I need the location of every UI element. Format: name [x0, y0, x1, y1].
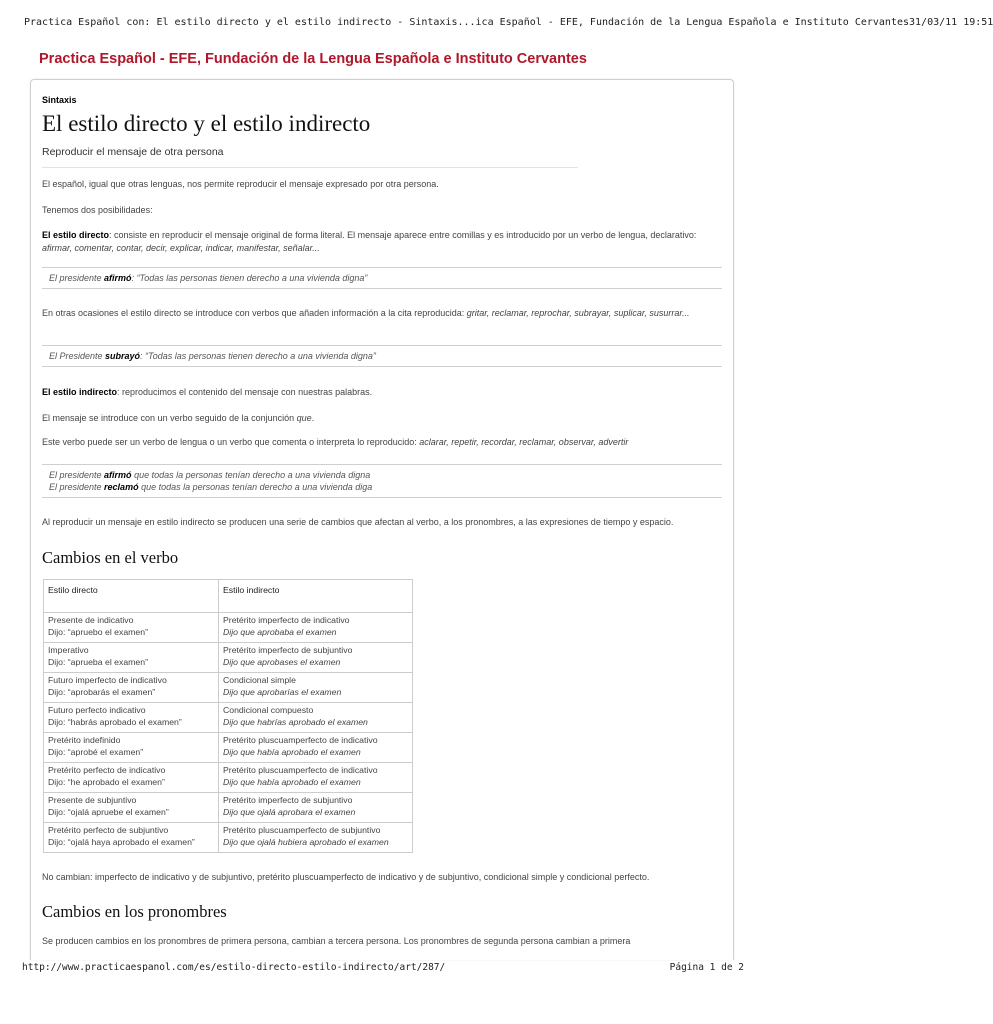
table-cell-directo: Futuro imperfecto de indicativo Dijo: “aprobarás el examen”: [44, 673, 219, 703]
table-header-indirecto: Estilo indirecto: [219, 580, 413, 613]
table-cell-indirecto: Condicional compuesto Dijo que habrías aprobado el examen: [219, 703, 413, 733]
table-cell-indirecto: Pretérito pluscuamperfecto de indicativo Dijo que había aprobado el examen: [219, 733, 413, 763]
estilo-directo-term: El estilo directo: [42, 230, 110, 240]
table-row: [44, 823, 413, 853]
table-cell-indirecto: Pretérito imperfecto de subjuntivo Dijo que aprobases el examen: [219, 643, 413, 673]
quote-indirect-examples: [42, 464, 722, 498]
subtitle-divider: [42, 167, 578, 168]
article-subtitle: Reproducir el mensaje de otra persona: [42, 146, 224, 158]
print-page-title: Practica Español con: El estilo directo y el estilo indirecto - Sintaxis...ica Español - EFE, Fundación de la Lengua Española e Instituto Cervantes: [24, 17, 910, 28]
declarative-verbs: afirmar, comentar, contar, decir, explicar, indicar, manifestar, señalar...: [42, 242, 320, 253]
table-cell-directo: Futuro perfecto indicativo Dijo: “habrás aprobado el examen”: [44, 703, 219, 733]
table-cell-indirecto: Condicional simple Dijo que aprobarías el examen: [219, 673, 413, 703]
table-cell-directo: Pretérito perfecto de indicativo Dijo: “he aprobado el examen”: [44, 763, 219, 793]
intro-paragraph: El español, igual que otras lenguas, nos permite reproducir el mensaje expresado por otra persona.: [42, 179, 439, 189]
table-cell-indirecto: Pretérito imperfecto de indicativo Dijo que aprobaba el examen: [219, 613, 413, 643]
pronombres-paragraph: Se producen cambios en los pronombres de primera persona, cambian a tercera persona. Los pronombres de segunda persona cambian a primera: [42, 936, 631, 946]
table-row: [44, 703, 413, 733]
print-datetime: 31/03/11 19:51: [909, 17, 993, 28]
verb-changes-table: [43, 579, 413, 853]
table-row: [44, 763, 413, 793]
commentary-verbs: aclarar, repetir, recordar, reclamar, observar, advertir: [419, 437, 629, 447]
print-page-number: Página 1 de 2: [669, 962, 744, 973]
table-row: [44, 673, 413, 703]
table-row: [44, 613, 413, 643]
verbo-lengua-paragraph: Este verbo puede ser un verbo de lengua o un verbo que comenta o interpreta lo reproducido: aclarar, repetir, recordar, reclamar, observar, advertir: [42, 437, 629, 447]
informative-verbs: gritar, reclamar, reprochar, subrayar, suplicar, susurrar...: [466, 308, 690, 318]
table-header-directo: Estilo directo: [44, 580, 219, 613]
table-row: [44, 793, 413, 823]
heading-cambios-pronombres: Cambios en los pronombres: [42, 902, 227, 921]
table-cell-directo: Imperativo Dijo: “aprueba el examen”: [44, 643, 219, 673]
possibilities-paragraph: Tenemos dos posibilidades:: [42, 205, 153, 215]
otras-ocasiones-paragraph: En otras ocasiones el estilo directo se introduce con verbos que añaden información a la cita reproducida: gritar, reclamar, reprochar, subrayar, suplicar, susurrar...: [42, 308, 690, 318]
conjuncion-paragraph: El mensaje se introduce con un verbo seguido de la conjunción que.: [42, 413, 315, 423]
estilo-directo-paragraph: El estilo directo: consiste en reproducir el mensaje original de forma literal. El mensaje aparece entre comillas y es introducido por un verbo de lengua, declarativo: afirmar, comentar, contar, decir, explicar, indicar, manifestar, señalar...: [42, 230, 697, 253]
table-header-row: [44, 580, 413, 613]
print-url: http://www.practicaespanol.com/es/estilo-directo-estilo-indirecto/art/287/: [22, 962, 446, 973]
print-footer: [22, 962, 744, 973]
table-cell-directo: Presente de indicativo Dijo: “apruebo el examen”: [44, 613, 219, 643]
table-row: [44, 643, 413, 673]
table-row: [44, 733, 413, 763]
table-cell-directo: Presente de subjuntivo Dijo: “ojalá apruebe el examen”: [44, 793, 219, 823]
section-label[interactable]: Sintaxis: [42, 95, 77, 105]
table-cell-directo: Pretérito perfecto de subjuntivo Dijo: “ojalá haya aprobado el examen”: [44, 823, 219, 853]
quote-subrayo: El Presidente subrayó: “Todas las personas tienen derecho a una vivienda digna”: [42, 345, 722, 367]
print-header: [24, 17, 993, 28]
estilo-indirecto-paragraph: El estilo indirecto: reproducimos el contenido del mensaje con nuestras palabras.: [42, 387, 373, 397]
quote-indirect-line-2: El presidente reclamó que todas la personas tenían derecho a una vivienda diga: [49, 482, 373, 492]
cambios-intro-paragraph: Al reproducir un mensaje en estilo indirecto se producen una serie de cambios que afectan al verbo, a los pronombres, a las expresiones de tiempo y espacio.: [42, 517, 674, 527]
heading-cambios-verbo: Cambios en el verbo: [42, 548, 179, 567]
article-frame: [30, 79, 734, 960]
table-cell-indirecto: Pretérito imperfecto de subjuntivo Dijo que ojalá aprobara el examen: [219, 793, 413, 823]
table-cell-directo: Pretérito indefinido Dijo: “aprobé el examen”: [44, 733, 219, 763]
table-cell-indirecto: Pretérito pluscuamperfecto de indicativo Dijo que había aprobado el examen: [219, 763, 413, 793]
site-title[interactable]: Practica Español - EFE, Fundación de la Lengua Española e Instituto Cervantes: [39, 51, 587, 67]
quote-afirmo: El presidente afirmó: “Todas las personas tienen derecho a una vivienda digna”: [42, 267, 722, 289]
no-cambian-paragraph: No cambian: imperfecto de indicativo y de subjuntivo, pretérito pluscuamperfecto de indicativo y de subjuntivo, condicional simple y condicional perfecto.: [42, 872, 650, 882]
estilo-indirecto-term: El estilo indirecto: [42, 387, 118, 397]
quote-indirect-line-1: El presidente afirmó que todas la personas tenían derecho a una vivienda digna: [49, 470, 371, 480]
table-cell-indirecto: Pretérito pluscuamperfecto de subjuntivo Dijo que ojalá hubiera aprobado el examen: [219, 823, 413, 853]
article-title: El estilo directo y el estilo indirecto: [42, 111, 371, 136]
